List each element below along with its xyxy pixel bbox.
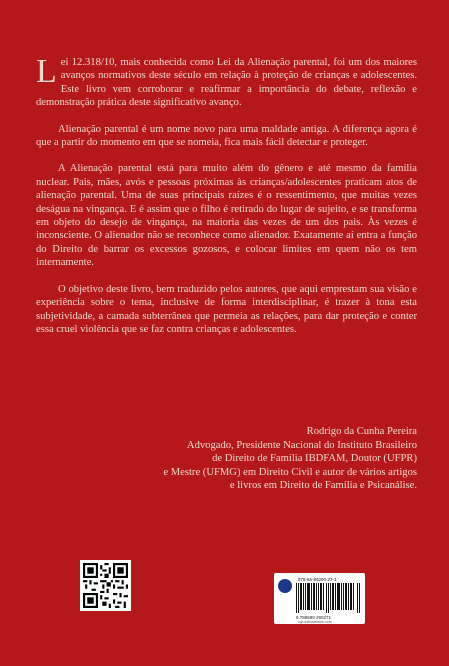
paragraph-4: O objetivo deste livro, bem traduzido pelos autores, que aqui emprestam sua visão e experiência sobre o tema, inclusive de forma interdisciplinar, é trazer à tona esta subjetividade, a camada subterrânea que permeia as relações, para dar proteção e conter essa cruel violência que se faz contra crianças e adolescentes. [36, 283, 417, 335]
signature-line-2: de Direito de Família IBDFAM, Doutor (UFPR) [212, 453, 417, 465]
publisher-logo-icon [278, 579, 292, 593]
paragraph-3: A Alienação parental está para muito além do gênero e até mesmo da família nuclear. Pais, mães, avós e pessoas próximas às crianças/adolescentes praticam atos de alienação parental. Uma de suas principais raízes é o ressentimento, que muitas vezes deságua na vingança. E é assim que o filho é retirado do lugar de sujeito, e se transforma em objeto do desejo de vingança, na maioria das vezes de um dos pais. Às vezes é inconsciente. O alienador não se reconhece como alienador. Exatamente aí entra a função do Direito de barrar os excessos gozosos, e colocar limites em quem não os tem internamente. [36, 163, 417, 269]
signature-line-1: Advogado, Presidente Nacional do Instituto Brasileiro [186, 439, 417, 451]
paragraph-1-text: ei 12.318/10, mais conhecida como Lei da Alienação parental, foi um dos maiores avanços normativos deste século em relação à proteção de crianças e adolescentes. Este livro vem corroborar e reafirmar a importância do debate, reflexão e demonstração prática deste significativo avanço. [36, 57, 417, 109]
qr-code [80, 560, 131, 611]
qr-code-icon [83, 563, 128, 608]
signature-name: Rodrigo da Cunha Pereira [306, 426, 417, 437]
blurb-text [36, 53, 417, 349]
isbn-top-text: 978-65-89290-27-1 [298, 577, 337, 582]
publisher-url: loja.editoraforum.com [298, 619, 332, 624]
paragraph-1 [36, 53, 417, 110]
signature-line-3: e Mestre (UFMG) em Direito Civil e autor de vários artigos [163, 466, 417, 478]
isbn-bottom-text: 9 786589 290271 [296, 615, 332, 620]
signature-line-4: e livros em Direito de Família e Psicanálise. [229, 480, 417, 492]
barcode-icon [296, 583, 360, 613]
author-signature [36, 425, 417, 493]
paragraph-2: Alienação parental é um nome novo para uma maldade antiga. A diferença agora é que a partir do momento em que se nomeia, fica mais fácil detectar e proteger. [36, 123, 417, 149]
drop-cap: L [36, 53, 57, 90]
isbn-barcode [274, 573, 365, 624]
